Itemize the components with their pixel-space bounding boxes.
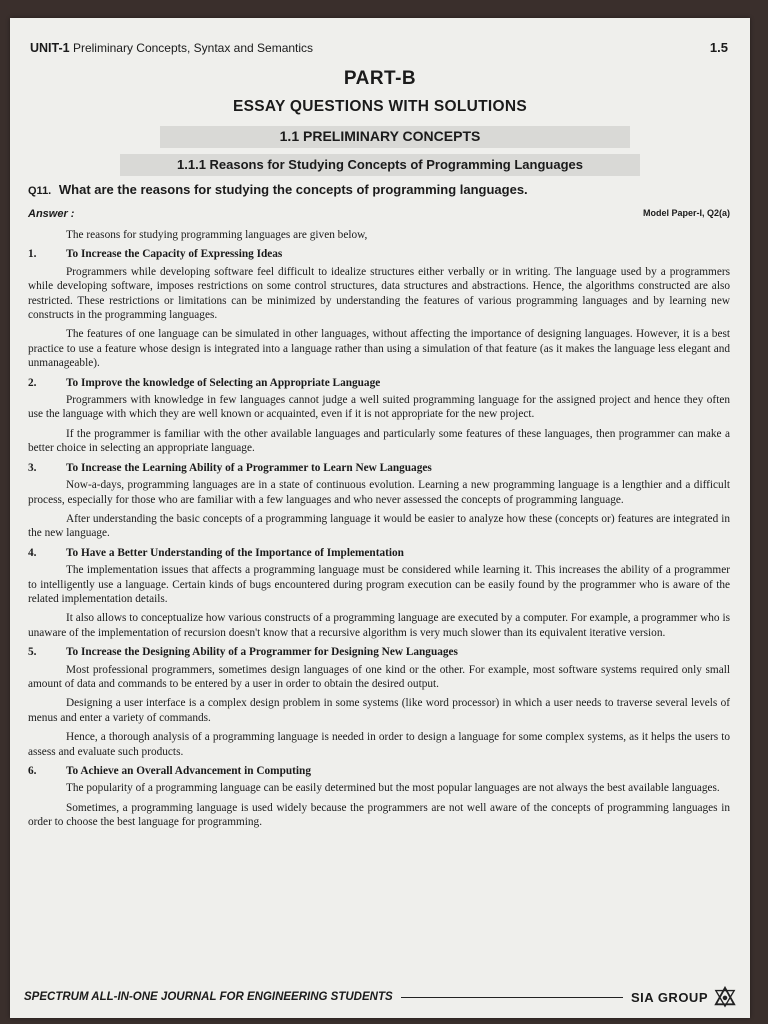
reason-number: 4.: [28, 546, 37, 559]
question-text: What are the reasons for studying the concepts of programming languages.: [58, 182, 528, 197]
answer-content: [28, 228, 730, 835]
header-left: [30, 41, 313, 55]
answer-label: Answer :: [28, 208, 75, 220]
reason-title: To Increase the Capacity of Expressing Ideas: [66, 248, 283, 261]
journal-name: SPECTRUM ALL-IN-ONE JOURNAL FOR ENGINEERING STUDENTS: [24, 991, 393, 1003]
reason-heading: [28, 645, 730, 659]
reason-number: 6.: [28, 765, 37, 777]
paragraph: Designing a user interface is a complex design problem in some systems (like word processor) in which a user needs to traverse several levels of menus and enter a variety of commands.: [28, 697, 730, 724]
reason-title: To Improve the knowledge of Selecting an Appropriate Language: [66, 376, 381, 389]
paragraph: The features of one language can be simulated in other languages, without affecting the importance of designing languages. However, it is a best practice to use a feature whose design is integrated into a language rather than using a simulation of that feature (as it makes the language less elegant and unmanageable).: [28, 328, 730, 370]
question-number: Q11.: [28, 185, 52, 197]
reason-title: To Increase the Designing Ability of a Programmer for Designing New Languages: [66, 646, 458, 659]
paragraph: Most professional programmers, sometimes design languages of one kind or the other. For example, most software systems required only small amount of data and commands to be entered by a user in order to obtain the desired output.: [28, 663, 730, 690]
reason-number: 5.: [28, 646, 37, 659]
answer-row: [28, 208, 730, 220]
reason-number: 2.: [28, 376, 37, 389]
document-page: [10, 18, 750, 1018]
paragraph: The popularity of a programming language can be easily determined but the most popular languages are not always the best available languages.: [66, 782, 720, 795]
reason-heading: [28, 247, 730, 261]
paragraph: It also allows to conceptualize how various constructs of a programming language are executed by a computer. For example, a programmer who is unaware of the implementation of recursion doesn't know that a recursive algorithm is very much slower than its equivalent iterative version.: [28, 612, 730, 639]
reason-heading: [28, 764, 730, 778]
reason-number: 3.: [28, 461, 37, 474]
page-footer: [24, 986, 736, 1008]
essay-heading: ESSAY QUESTIONS WITH SOLUTIONS: [232, 98, 528, 115]
unit-label: UNIT-1: [30, 41, 70, 55]
sia-logo-icon: [714, 986, 736, 1008]
reason-title: To Achieve an Overall Advancement in Computing: [66, 765, 311, 777]
paragraph: Now-a-days, programming languages are in a state of continuous evolution. Learning a new programming language is a lengthier and a difficult process, especially for those who are familiar with a few languages and who never assessed the concepts of programming language.: [28, 479, 730, 506]
subsection-heading: 1.1.1 Reasons for Studying Concepts of Programming Languages: [177, 157, 583, 172]
reason-heading: [28, 376, 730, 390]
intro-paragraph: The reasons for studying programming languages are given below,: [66, 229, 368, 241]
reason-heading: [28, 546, 730, 560]
part-heading: PART-B: [343, 68, 417, 89]
reason-number: 1.: [28, 248, 37, 261]
brand-name: SIA GROUP: [631, 989, 708, 1005]
page-number: 1.5: [709, 40, 728, 55]
paragraph: After understanding the basic concepts of a programming language it would be easier to analyze how these (concepts or) features are integrated in the new language.: [28, 512, 730, 540]
paragraph: Hence, a thorough analysis of a programming language is needed in order to design a language for some complex systems, as it helps the users to assess and evaluate such products.: [28, 731, 730, 758]
paragraph: If the programmer is familiar with the other available languages and particularly some features of these languages, then programmer can make a better choice in selecting an appropriate language.: [28, 427, 730, 455]
running-header: [30, 40, 728, 55]
question: [28, 182, 730, 197]
paragraph: The implementation issues that affects a programming language must be considered while learning it. This increases the ability of a programmer to intelligently use a language. Certain kinds of bugs encountered during program execution can be easily found by the programmer who is aware of the related implementation details.: [28, 564, 730, 605]
model-paper-ref: Model Paper-I, Q2(a): [642, 208, 730, 218]
paragraph: Sometimes, a programming language is used widely because the programmers are not well aware of the concepts of programming languages in order to choose the best language for programming.: [28, 801, 730, 829]
reason-heading: [28, 461, 730, 475]
section-heading: 1.1 PRELIMINARY CONCEPTS: [279, 128, 481, 144]
paragraph: Programmers with knowledge in few languages cannot judge a well suited programming language for the assigned project and hence they often use the language with which they are well known or acquainted, even if it is not appropriate for the new project.: [28, 394, 730, 421]
unit-title: Preliminary Concepts, Syntax and Semantics: [72, 41, 314, 55]
reason-title: To Have a Better Understanding of the Importance of Implementation: [66, 546, 404, 559]
footer-rule: [401, 997, 623, 998]
paragraph: Programmers while developing software feel difficult to idealize structures either verbally or in writing. The language used by a programmers while developing software, imposes restrictions on some control structures, data structures and abstractions. Hence, the algorithms constructed are also restricted. These restrictions or limitations can be minimized by understanding the features of various programming languages and by learning new constructs in the programming languages.: [28, 265, 730, 322]
reason-title: To Increase the Learning Ability of a Programmer to Learn New Languages: [66, 461, 432, 474]
